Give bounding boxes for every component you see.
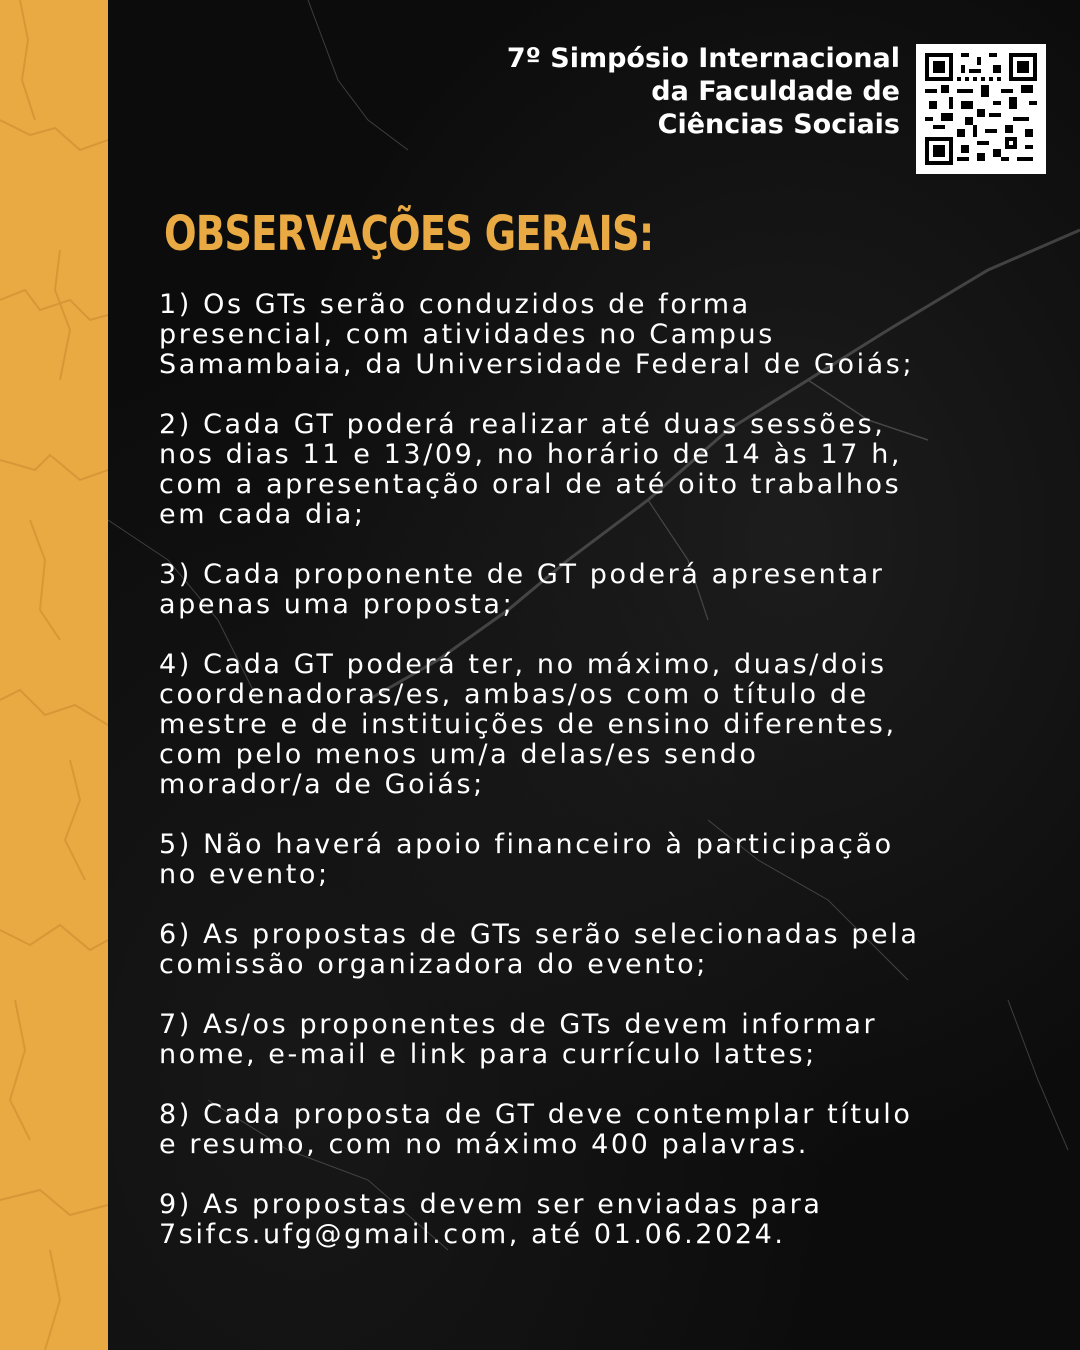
event-title	[440, 42, 900, 141]
event-title-line-2: da Faculdade de	[651, 76, 900, 107]
event-title-line-1: 7º Simpósio Internacional	[506, 43, 900, 74]
event-title-line-3: Ciências Sociais	[657, 109, 900, 140]
list-item-line: Samambaia, da Universidade Federal de Goiás;	[159, 349, 915, 380]
list-item-line: 7sifcs.ufg@gmail.com, até 01.06.2024.	[159, 1219, 786, 1250]
list-item-line: com pelo menos um/a delas/es sendo	[159, 739, 759, 770]
qr-code	[916, 44, 1046, 174]
list-item-line: 1) Os GTs serão conduzidos de forma	[159, 289, 751, 320]
list-item	[159, 650, 1039, 800]
list-item	[159, 1100, 1039, 1160]
list-item	[159, 830, 1039, 890]
list-item-line: 6) As propostas de GTs serão selecionadas pela	[159, 919, 920, 950]
list-item-line: mestre e de instituições de ensino diferentes,	[159, 709, 897, 740]
list-item	[159, 560, 1039, 620]
list-item-line: 8) Cada proposta de GT deve contemplar título	[159, 1099, 913, 1130]
list-item-line: comissão organizadora do evento;	[159, 949, 708, 980]
list-item	[159, 290, 1039, 380]
list-item-line: nome, e-mail e link para currículo lattes;	[159, 1039, 817, 1070]
qr-code-icon	[925, 53, 1037, 165]
list-item-line: 9) As propostas devem ser enviadas para	[159, 1189, 823, 1220]
list-item	[159, 920, 1039, 980]
cracked-texture-pattern	[0, 0, 108, 1350]
list-item-line: 4) Cada GT poderá ter, no máximo, duas/dois	[159, 649, 887, 680]
list-item-line: 2) Cada GT poderá realizar até duas sessões,	[159, 409, 886, 440]
list-item	[159, 410, 1039, 530]
list-item-line: 5) Não haverá apoio financeiro à participação	[159, 829, 894, 860]
list-item-line: no evento;	[159, 859, 330, 890]
list-item-line: com a apresentação oral de até oito trabalhos	[159, 469, 902, 500]
list-item-line: 3) Cada proponente de GT poderá apresentar	[159, 559, 885, 590]
list-item	[159, 1190, 1039, 1250]
list-item-line: morador/a de Goiás;	[159, 769, 485, 800]
list-item-line: em cada dia;	[159, 499, 366, 530]
list-item-line: presencial, com atividades no Campus	[159, 319, 775, 350]
list-item-line: apenas uma proposta;	[159, 589, 515, 620]
list-item-line: e resumo, com no máximo 400 palavras.	[159, 1129, 809, 1160]
left-accent-band	[0, 0, 108, 1350]
observations-list	[159, 290, 1039, 1280]
list-item-line: coordenadoras/es, ambas/os com o título de	[159, 679, 869, 710]
list-item	[159, 1010, 1039, 1070]
section-title: OBSERVAÇÕES GERAIS:	[164, 206, 654, 262]
list-item-line: 7) As/os proponentes de GTs devem informar	[159, 1009, 878, 1040]
list-item-line: nos dias 11 e 13/09, no horário de 14 às 17 h,	[159, 439, 903, 470]
